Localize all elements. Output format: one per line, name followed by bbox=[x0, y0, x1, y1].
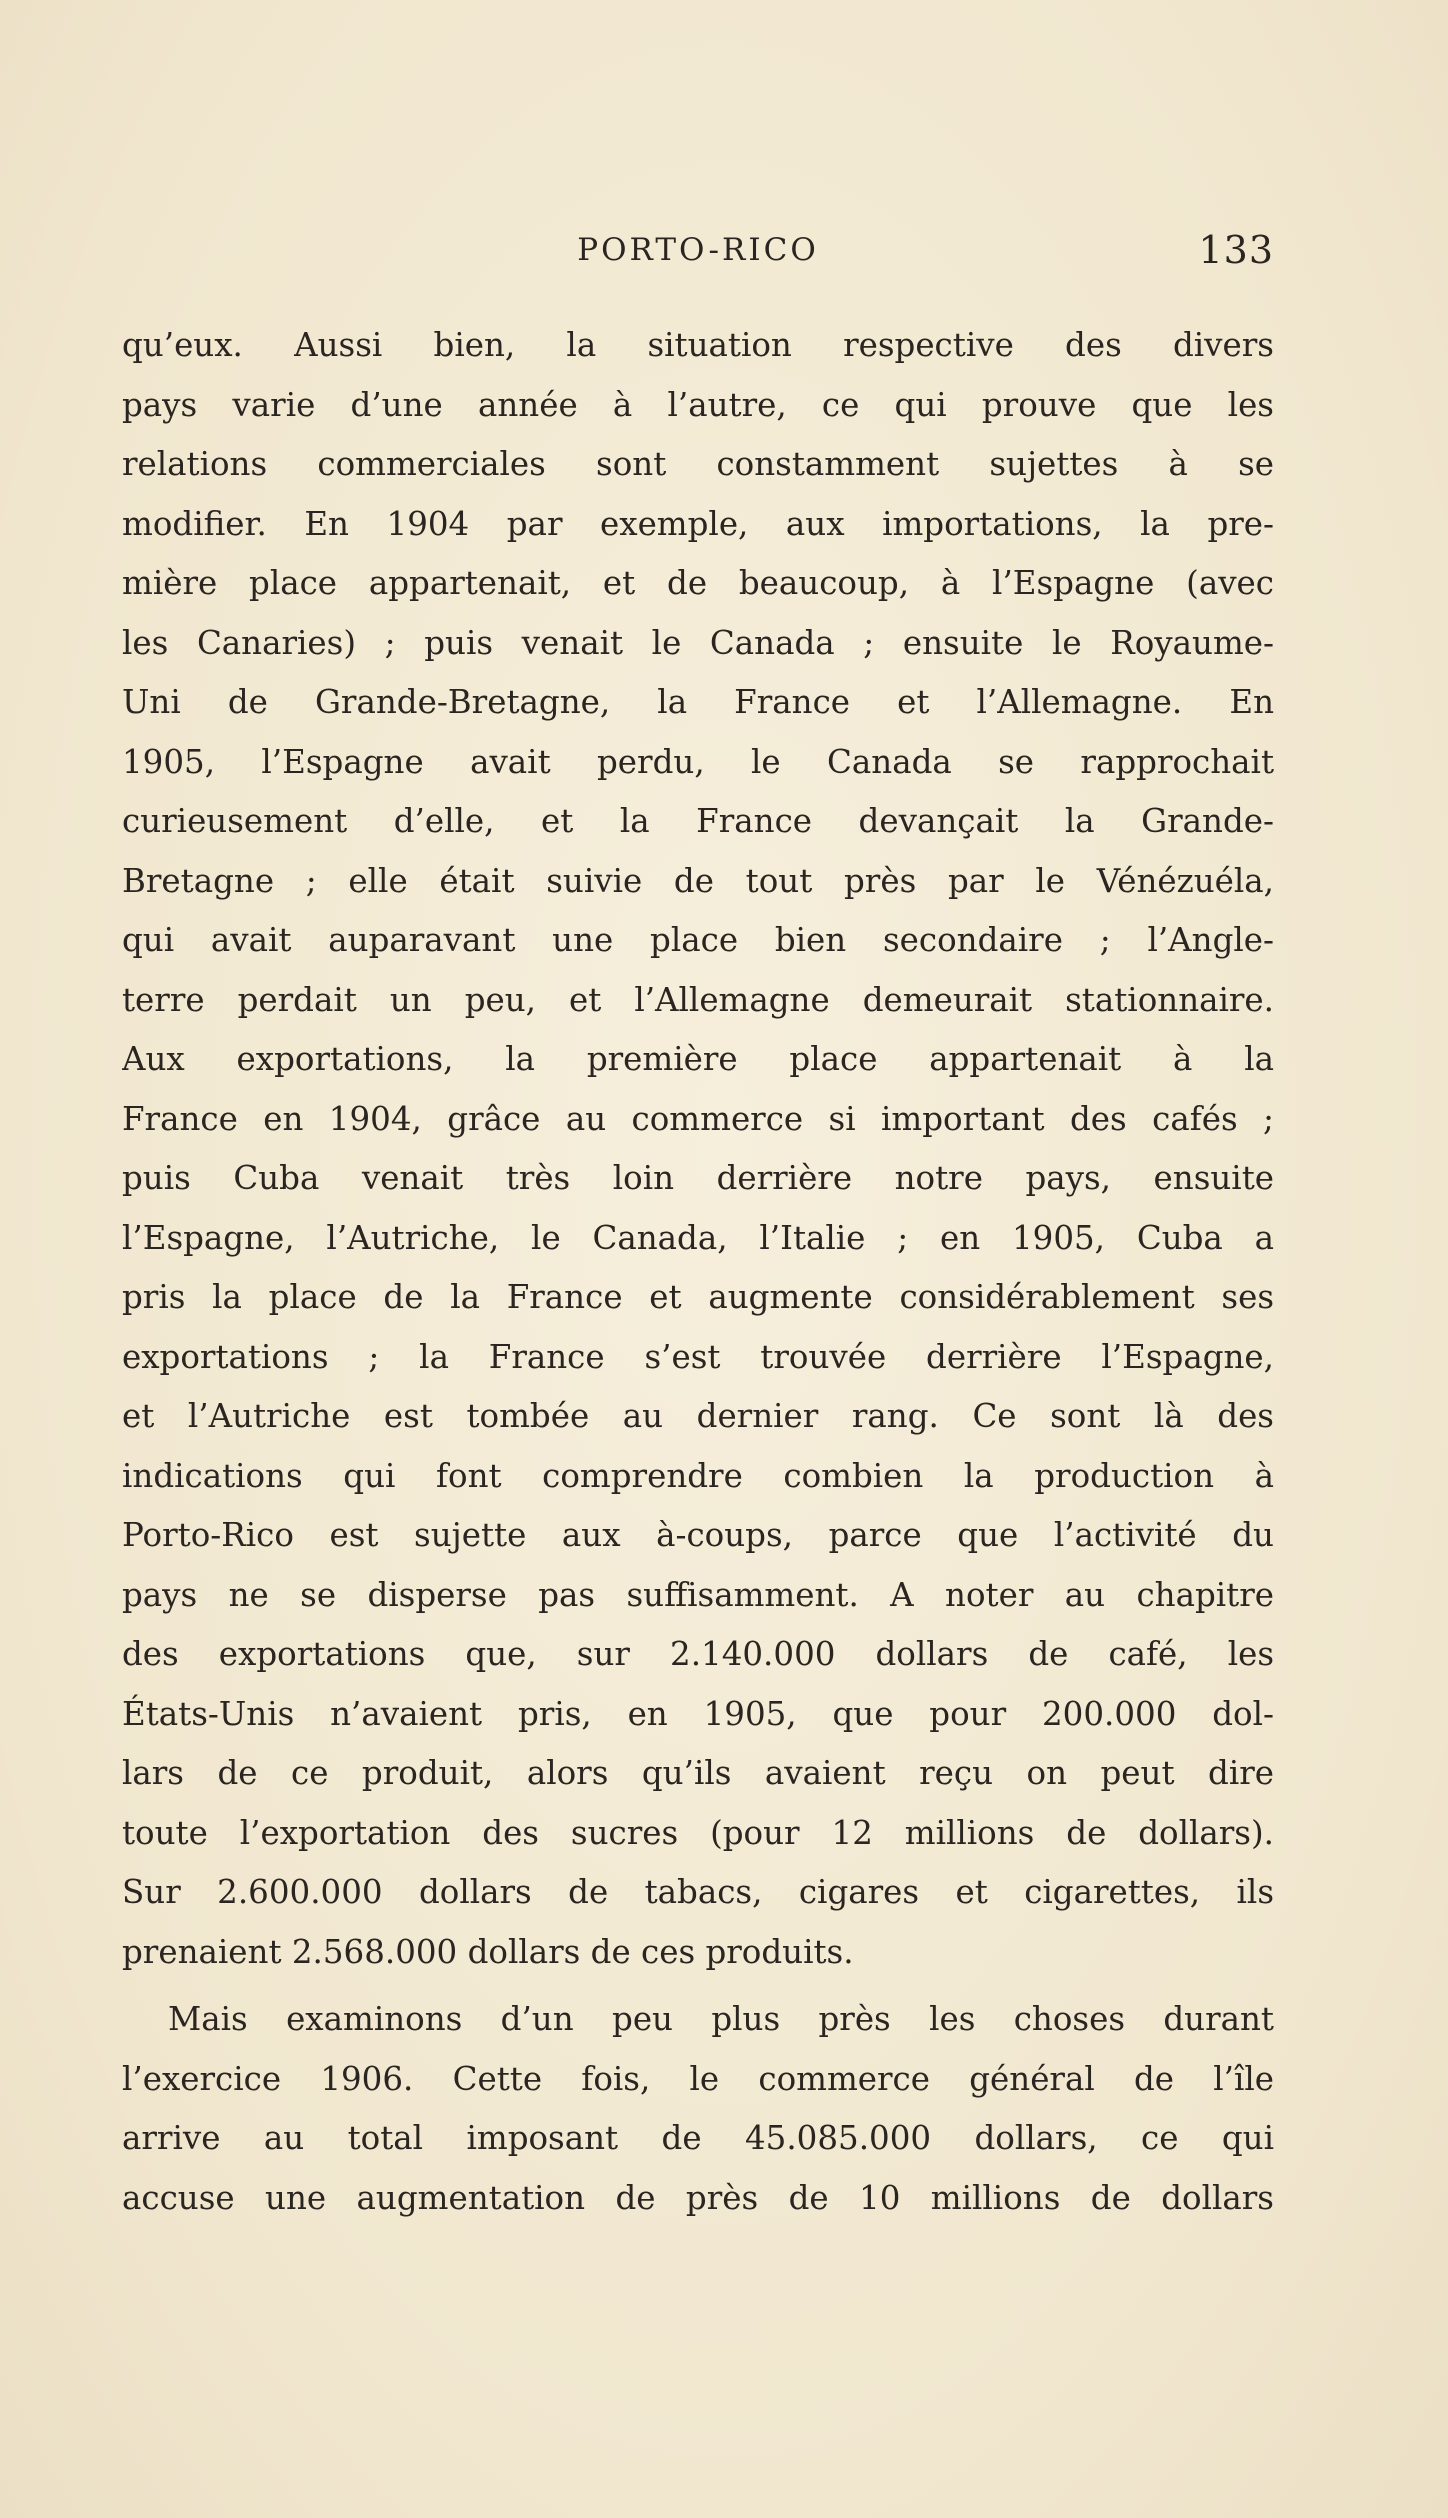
body-text bbox=[122, 316, 1274, 2228]
paragraph bbox=[122, 1990, 1274, 2228]
text-line: les Canaries) ; puis venait le Canada ; ensuite le Royaume- bbox=[122, 623, 1274, 662]
text-line: toute l’exportation des sucres (pour 12 millions de dollars). bbox=[122, 1813, 1274, 1852]
text-line: pays varie d’une année à l’autre, ce qui prouve que les bbox=[122, 385, 1274, 424]
running-title: PORTO-RICO bbox=[577, 232, 819, 268]
running-head bbox=[122, 230, 1274, 270]
text-line: terre perdait un peu, et l’Allemagne demeurait stationnaire. bbox=[122, 980, 1274, 1019]
text-line: qui avait auparavant une place bien secondaire ; l’Angle- bbox=[122, 921, 1274, 959]
text-line: Porto-Rico est sujette aux à-coups, parce que l’activité du bbox=[122, 1516, 1274, 1554]
text-line: mière place appartenait, et de beaucoup, à l’Espagne (avec bbox=[122, 564, 1274, 602]
text-line: Uni de Grande-Bretagne, la France et l’Allemagne. En bbox=[122, 683, 1274, 721]
text-line: des exportations que, sur 2.140.000 dollars de café, les bbox=[122, 1635, 1274, 1673]
text-line: Bretagne ; elle était suivie de tout près par le Vénézuéla, bbox=[122, 861, 1274, 900]
text-line: indications qui font comprendre combien la production à bbox=[122, 1456, 1274, 1495]
text-line: États-Unis n’avaient pris, en 1905, que pour 200.000 dol- bbox=[122, 1694, 1274, 1733]
text-line: lars de ce produit, alors qu’ils avaient reçu on peut dire bbox=[122, 1754, 1274, 1792]
text-line: modifier. En 1904 par exemple, aux importations, la pre- bbox=[122, 504, 1274, 543]
paragraph-gap bbox=[122, 1982, 1274, 1990]
text-line: et l’Autriche est tombée au dernier rang. Ce sont là des bbox=[122, 1397, 1274, 1435]
text-line: curieusement d’elle, et la France devançait la Grande- bbox=[122, 802, 1274, 840]
text-line: l’exercice 1906. Cette fois, le commerce général de l’île bbox=[122, 2059, 1274, 2098]
text-line: arrive au total imposant de 45.085.000 dollars, ce qui bbox=[122, 2119, 1274, 2157]
text-line: France en 1904, grâce au commerce si important des cafés ; bbox=[122, 1099, 1274, 1138]
text-line: Mais examinons d’un peu plus près les choses durant bbox=[168, 2000, 1274, 2038]
text-line: Aux exportations, la première place appartenait à la bbox=[122, 1040, 1274, 1078]
text-line: puis Cuba venait très loin derrière notre pays, ensuite bbox=[122, 1159, 1274, 1197]
text-line: prenaient 2.568.000 dollars de ces produits. bbox=[122, 1932, 854, 1971]
text-line: exportations ; la France s’est trouvée derrière l’Espagne, bbox=[122, 1337, 1274, 1376]
text-line: qu’eux. Aussi bien, la situation respective des divers bbox=[122, 326, 1274, 364]
text-line: 1905, l’Espagne avait perdu, le Canada se rapprochait bbox=[122, 742, 1274, 781]
text-line: relations commerciales sont constamment sujettes à se bbox=[122, 445, 1274, 483]
text-line: l’Espagne, l’Autriche, le Canada, l’Italie ; en 1905, Cuba a bbox=[122, 1218, 1274, 1257]
page-number: 133 bbox=[1198, 228, 1274, 272]
text-line: accuse une augmentation de près de 10 millions de dollars bbox=[122, 2178, 1274, 2217]
text-line: pris la place de la France et augmente considérablement ses bbox=[122, 1278, 1274, 1316]
paragraph bbox=[122, 316, 1274, 1982]
text-line: Sur 2.600.000 dollars de tabacs, cigares et cigarettes, ils bbox=[122, 1873, 1274, 1911]
text-line: pays ne se disperse pas suffisamment. A noter au chapitre bbox=[122, 1575, 1274, 1614]
